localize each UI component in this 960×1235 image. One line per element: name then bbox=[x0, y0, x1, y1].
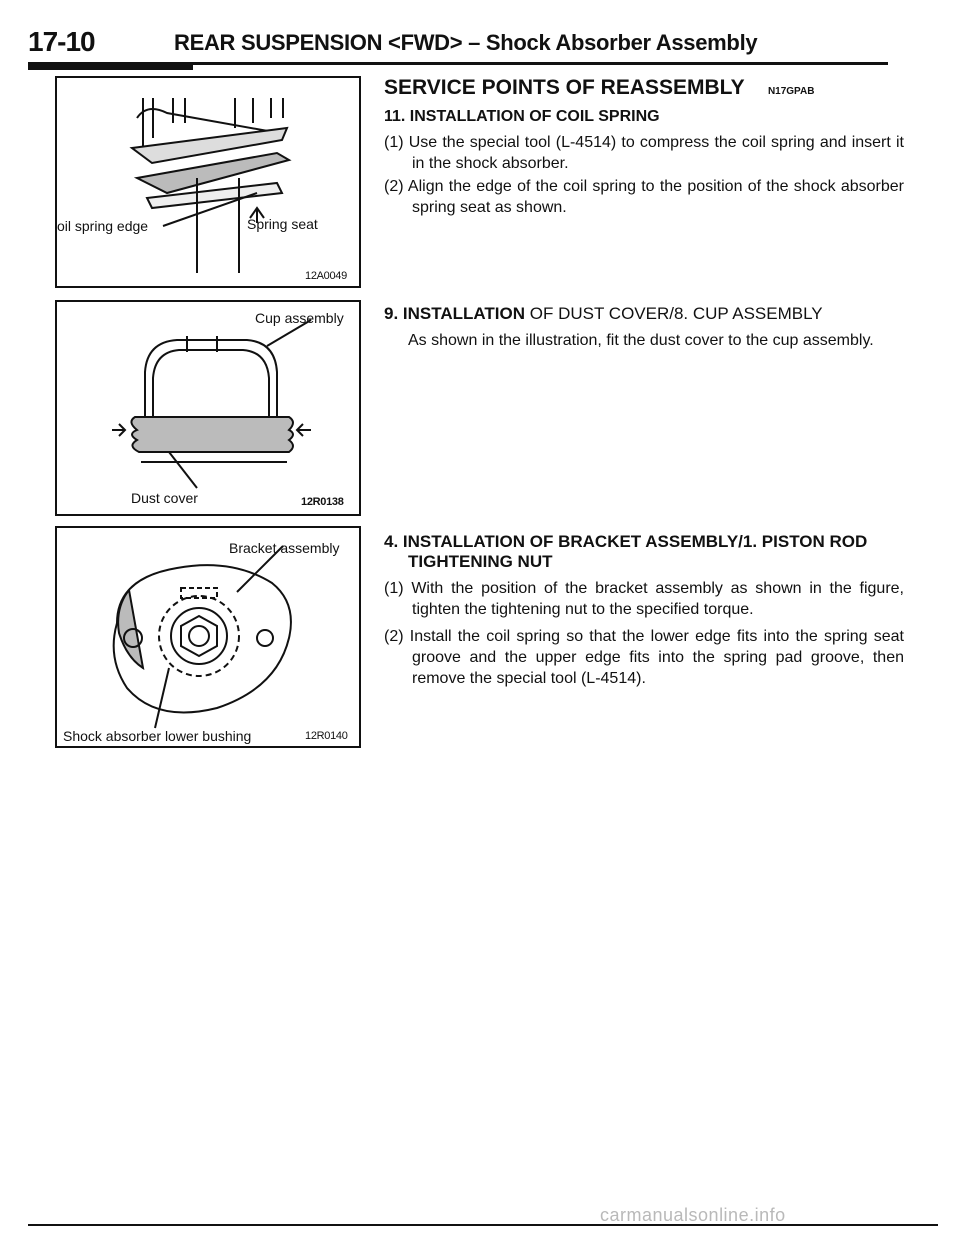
label-cup-assembly: Cup assembly bbox=[255, 310, 344, 326]
section-bracket bbox=[384, 532, 904, 689]
figure-code: 12A0049 bbox=[305, 270, 347, 282]
heading-coil-spring: 11. INSTALLATION OF COIL SPRING bbox=[384, 108, 660, 125]
dust-cover-illustration bbox=[57, 302, 359, 514]
footer-rule bbox=[28, 1224, 938, 1226]
page-number: 17-10 bbox=[28, 26, 95, 57]
figure-code: 12R0140 bbox=[305, 730, 348, 742]
figure-code: 12R0138 bbox=[301, 496, 344, 508]
step-2: (2) Install the coil spring so that the lower edge fits into the spring seat groove and the upper edge fits into the spring pad groove, then remove the special tool (L-4514). bbox=[384, 628, 904, 687]
page-header bbox=[28, 18, 888, 68]
heading-installation: 9. INSTALLATION bbox=[384, 304, 526, 323]
figure-coil-spring bbox=[55, 76, 361, 288]
step-2: (2) Align the edge of the coil spring to the position of the shock absorber spring seat as shown. bbox=[384, 178, 904, 216]
section-service-points bbox=[384, 76, 904, 218]
label-dust-cover: Dust cover bbox=[131, 490, 198, 506]
label-coil-spring-edge: oil spring edge bbox=[57, 218, 149, 234]
step-1: (1) Use the special tool (L-4514) to compress the coil spring and insert it in the shock absorber. bbox=[384, 134, 904, 172]
section-title: SERVICE POINTS OF REASSEMBLY bbox=[384, 76, 745, 99]
coil-spring-illustration bbox=[57, 78, 359, 286]
section-dust-cover bbox=[384, 304, 904, 351]
figure-dust-cover bbox=[55, 300, 361, 516]
heading-dust-cover: OF DUST COVER/8. CUP ASSEMBLY bbox=[529, 304, 823, 323]
step-1: (1) With the position of the bracket assembly as shown in the figure, tighten the tightening nut to the specified torque. bbox=[384, 580, 904, 618]
body-dust-cover: As shown in the illustration, fit the dust cover to the cup assembly. bbox=[408, 332, 874, 349]
label-bracket-assembly: Bracket assembly bbox=[229, 540, 340, 556]
section-code: N17GPAB bbox=[767, 86, 815, 97]
bracket-assembly-illustration bbox=[57, 528, 359, 746]
label-lower-bushing: Shock absorber lower bushing bbox=[63, 728, 252, 744]
watermark: carmanualsonline.info bbox=[600, 1205, 786, 1225]
header-rule-stub bbox=[28, 64, 193, 70]
page-title: REAR SUSPENSION <FWD> – Shock Absorber Assembly bbox=[174, 30, 758, 55]
label-spring-seat: Spring seat bbox=[247, 216, 318, 232]
figure-bracket-assembly bbox=[55, 526, 361, 748]
heading-bracket: 4. INSTALLATION OF BRACKET ASSEMBLY/1. PISTON ROD TIGHTENING NUT bbox=[384, 532, 868, 571]
